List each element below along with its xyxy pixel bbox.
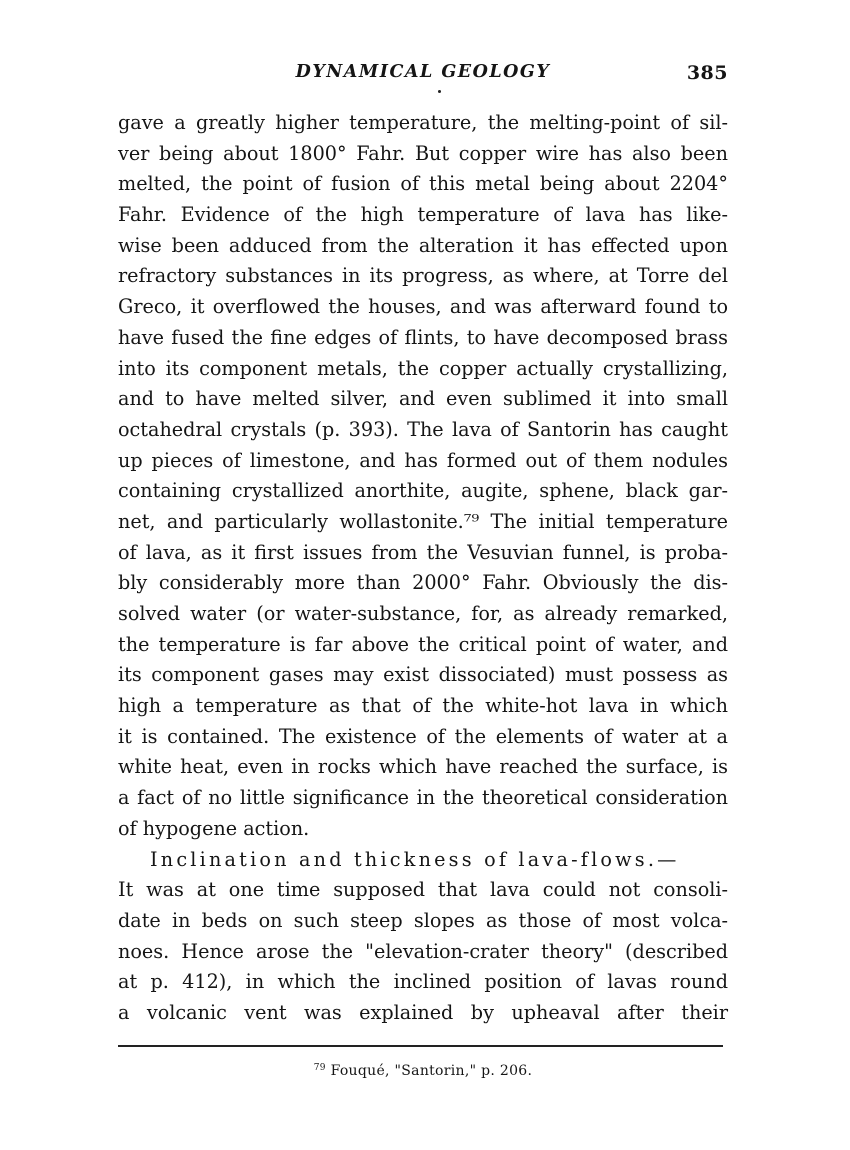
text-line: a fact of no little significance in the theoretical consideration bbox=[118, 786, 728, 810]
text-line: at p. 412), in which the inclined position of lavas round bbox=[118, 970, 728, 994]
running-title: DYNAMICAL GEOLOGY bbox=[295, 62, 551, 82]
text-line: a volcanic vent was explained by upheaval after their bbox=[118, 1000, 728, 1024]
section-heading: Inclination and thickness of lava-flows.— bbox=[150, 847, 680, 871]
page-number: 385 bbox=[686, 62, 728, 84]
footnote-marker: 79 bbox=[313, 1063, 326, 1073]
text-line: refractory substances in its progress, as where, at Torre del bbox=[118, 264, 728, 288]
text-line: up pieces of limestone, and has formed out of them nodules bbox=[118, 448, 728, 472]
text-line: solved water (or water-substance, for, as already remarked, bbox=[118, 602, 728, 625]
text-line: date in beds on such steep slopes as those of most volca- bbox=[118, 908, 728, 932]
text-line: it is contained. The existence of the elements of water at a bbox=[118, 724, 728, 748]
text-line: and to have melted silver, and even sublimed it into small bbox=[118, 387, 728, 411]
footnote bbox=[118, 1063, 728, 1079]
text-line: white heat, even in rocks which have reached the surface, is bbox=[118, 755, 728, 779]
text-line: net, and particularly wollastonite.⁷⁹ The initial temperature bbox=[118, 509, 728, 533]
text-line: into its component metals, the copper actually crystallizing, bbox=[118, 356, 728, 380]
text-line: Fahr. Evidence of the high temperature of lava has like- bbox=[118, 203, 728, 227]
text-line: It was at one time supposed that lava could not consoli- bbox=[118, 878, 728, 902]
text-line: bly considerably more than 2000° Fahr. Obviously the dis- bbox=[118, 571, 728, 595]
text-line: wise been adduced from the alteration it has effected upon bbox=[118, 233, 728, 257]
text-line: the temperature is far above the critical point of water, and bbox=[118, 632, 728, 656]
text-line: of hypogene action. bbox=[118, 816, 310, 840]
footnote-rule bbox=[118, 1045, 723, 1047]
text-line: its component gases may exist dissociated) must possess as bbox=[118, 663, 728, 687]
text-line: gave a greatly higher temperature, the melting-point of sil- bbox=[118, 111, 728, 134]
body-text bbox=[118, 108, 728, 1029]
text-line: high a temperature as that of the white-hot lava in which bbox=[118, 694, 728, 718]
text-line: Greco, it overflowed the houses, and was afterward found to bbox=[118, 295, 728, 319]
footnote-text: Fouqué, "Santorin," p. 206. bbox=[330, 1063, 533, 1079]
text-line: of lava, as it first issues from the Vesuvian funnel, is proba- bbox=[118, 540, 728, 564]
text-line: ver being about 1800° Fahr. But copper wire has also been bbox=[118, 141, 728, 165]
print-speck bbox=[438, 90, 441, 93]
text-line: have fused the fine edges of flints, to have decomposed brass bbox=[118, 325, 728, 349]
text-line: melted, the point of fusion of this metal being about 2204° bbox=[118, 172, 728, 196]
text-line: containing crystallized anorthite, augite, sphene, black gar- bbox=[118, 479, 728, 503]
text-line: octahedral crystals (p. 393). The lava of Santorin has caught bbox=[118, 417, 728, 441]
page-header bbox=[118, 62, 728, 92]
text-line: noes. Hence arose the "elevation-crater theory" (described bbox=[118, 939, 728, 963]
